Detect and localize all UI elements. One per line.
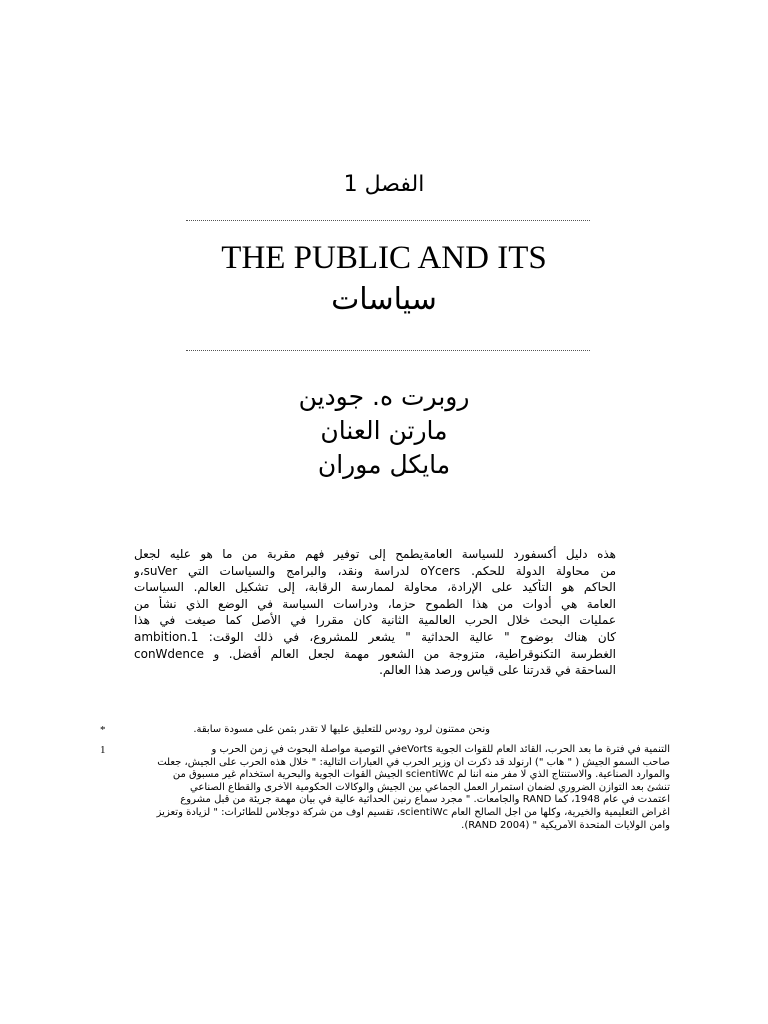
abstract-line: من محاولة الدولة للحكم. oYcers لدراسة ونقد، والبرامج والسياسات التي suVer،و: [134, 563, 616, 578]
footnote-marker: *: [100, 724, 106, 736]
footnote-acknowledgement: [100, 724, 670, 737]
title-english: THE PUBLIC AND ITS: [221, 240, 547, 276]
abstract-line: الغطرسة التكنوقراطية، متزوجة من الشعور مهمة لجعل العالم أفضل. و conWdence: [134, 646, 616, 661]
abstract-line: هذه دليل أكسفورد للسياسة العامةيطمح إلى توفير فهم مقربة من ما هو عليه لجعل: [134, 547, 616, 561]
footnote-line: التنمية في فترة ما بعد الحرب، القائد العام للقوات الجوية eVortsفي التوصية مواصلة البحوث في زمن الحرب و: [211, 744, 670, 755]
abstract-line: عمليات البحث خلال الحرب العالمية الثانية كان مقررا في الأصل كما صيغت في هذا: [134, 613, 616, 628]
author-name: مارتن العنان: [320, 416, 448, 445]
divider-bottom: [186, 350, 590, 351]
footnote-line: تنشئ بعد التوازن الضروري لضمان استمرار العمل الجماعي بين الجيش والوكالات الحكومية الأخرى والقطاع الصناعي: [190, 781, 670, 793]
author-list: [0, 380, 768, 482]
footnote-line: صاحب السمو الجيش ( " هاب ") أرنولد قد ذكرت أن وزير الحرب في العبارات التالية: " خلال هذه الحرب على الجيش، جعلت: [157, 756, 670, 768]
abstract-paragraph: [134, 546, 616, 679]
footnote-marker: 1: [100, 744, 106, 756]
footnote-line: والموارد الصناعية. والاستنتاج الذي لا مفر منه أننا لم scientiWc الجيش القوات الجوية والبحرية استخدام غير مسبوق من: [172, 769, 670, 781]
divider-top: [186, 220, 590, 221]
footnote-line: اعتمدت في عام 1948، كما RAND والجامعات. " مجرد سماع رنين الحداثية عالية في بيان مهمة جريئة من قبل مشروع: [180, 794, 670, 806]
author-name: مايكل موران: [317, 450, 451, 479]
author-name: روبرت ه. جودين: [298, 382, 470, 411]
chapter-heading: الفصل 1: [343, 172, 425, 197]
footnote-1: [100, 744, 670, 832]
footnote-line: ونحن ممتنون لرود رودس للتعليق عليها لا تقدر بثمن على مسودة سابقة.: [193, 724, 490, 735]
abstract-line: العامة هي أدوات من هذا الطموح حزما، ودراسات السياسة في الوضع الذي نشأ من: [134, 596, 616, 611]
footnote-line: أغراض التعليمية والخيرية، وكلها من أجل الصالح العام scientiWc، تقسيم اوف من شركة دوجلاس للطائرات: " لزيادة وتعزيز: [156, 806, 670, 818]
abstract-line: الحاكم هو التأكيد على الإرادة، محاولة لممارسة الرقابة، إلى تشكيل العالم. السياسات: [134, 580, 616, 595]
footnote-line: وأمن الولايات المتحدة الأمريكية " (RAND 2004).: [461, 819, 670, 831]
abstract-line: كان هناك بوضوح " عالية الحداثية " يشعر للمشروع، في ذلك الوقت: ambition.1: [134, 629, 616, 644]
abstract-line: الساحقة في قدرتنا على قياس ورصد هذا العالم.: [379, 663, 616, 678]
title-arabic: سياسات: [331, 282, 437, 317]
